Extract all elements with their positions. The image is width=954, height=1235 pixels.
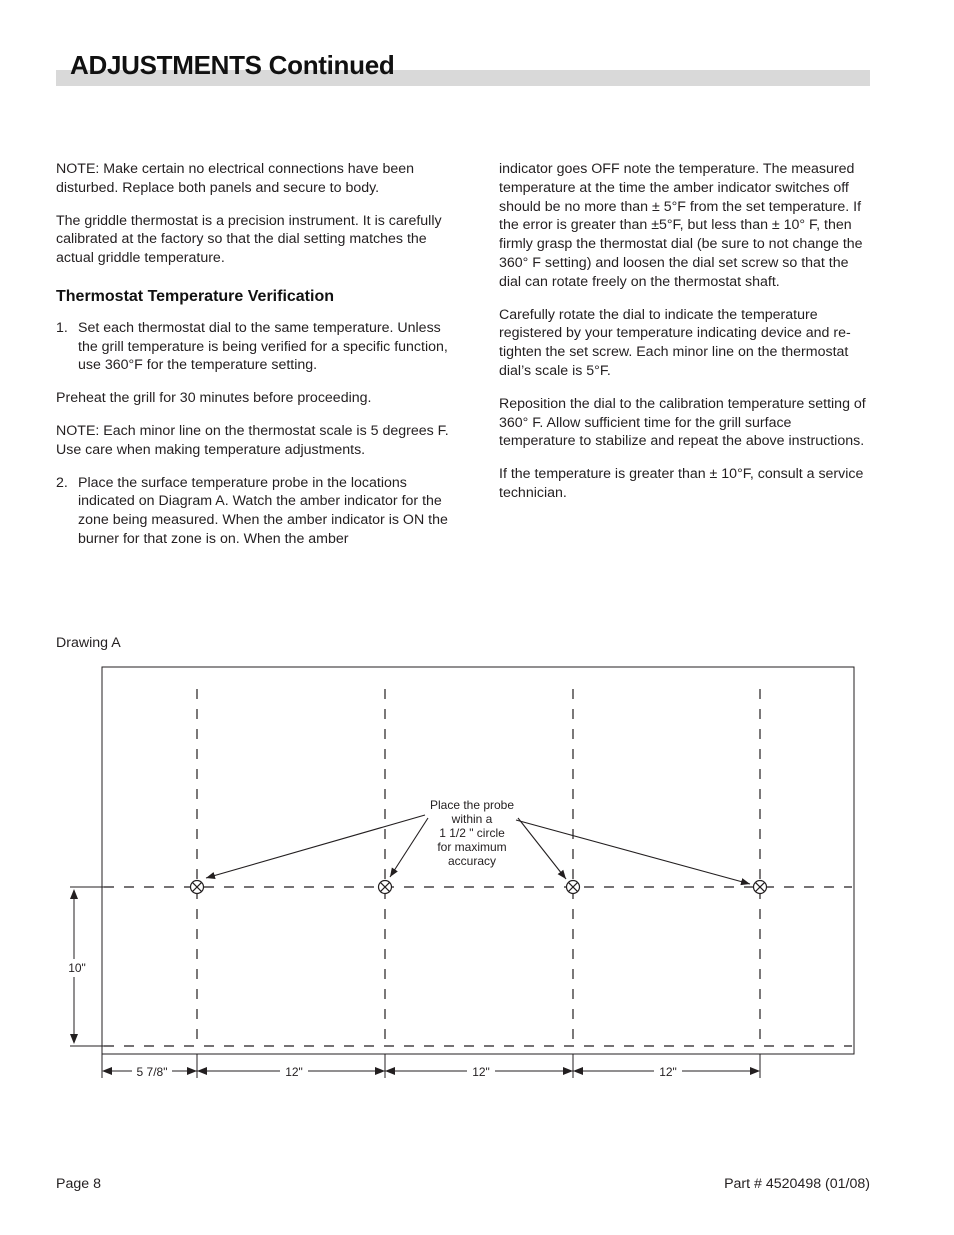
callout-line: for maximum [437, 840, 507, 854]
probe-marker-icon [379, 881, 392, 894]
section-heading: Thermostat Temperature Verification [56, 287, 334, 305]
list-text: Set each thermostat dial to the same temperature. Unless the grill temperature is being verified for a specific function, use 360°F for the temperature setting. [78, 319, 448, 374]
list-text: Place the surface temperature probe in the locations indicated on Diagram A. Watch the amber indicator for the zone being measured. When the amber indicator is ON the burner for that zone is on. When the amber [78, 474, 448, 547]
indicator-paragraph: indicator goes OFF note the temperature. The measured temperature at the time the amber indicator switches off should be no more than ± 5°F from the set temperature. If the error is greater than ±5°F, but less than ± 10° F, then firmly grasp the thermostat dial (be sure to not change the 360° F setting) and loosen the dial set screw so that the dial can rotate freely on the thermostat shaft. [499, 161, 863, 290]
callout-arrow [206, 815, 425, 878]
service-paragraph: If the temperature is greater than ± 10°F, consult a service technician. [499, 466, 864, 501]
part-number: Part # 4520498 (01/08) [724, 1176, 870, 1192]
page-number: Page 8 [56, 1176, 101, 1192]
callout-line: 1 1/2 " circle [439, 826, 505, 840]
page-title: ADJUSTMENTS Continued [70, 50, 395, 80]
probe-marker-icon [191, 881, 204, 894]
vertical-dimension-label: 10" [68, 961, 86, 975]
callout-arrow [390, 818, 428, 877]
list-number: 2. [56, 474, 68, 491]
dimension-label: 12" [659, 1065, 677, 1079]
callout-line: accuracy [447, 854, 497, 868]
reposition-paragraph: Reposition the dial to the calibration temperature setting of 360° F. Allow sufficient time for the grill surface temperature to stabilize and repeat the above instructions. [499, 395, 866, 450]
drawing-label: Drawing A [56, 635, 121, 651]
probe-marker-icon [567, 881, 580, 894]
probe-marker-icon [754, 881, 767, 894]
callout-line: Place the probe [429, 798, 515, 812]
callout-line: within a [451, 812, 493, 826]
dimension-label: 12" [472, 1065, 490, 1079]
dimension-label: 5 7/8" [136, 1065, 168, 1079]
rotate-paragraph: Carefully rotate the dial to indicate the temperature registered by your temperature indicating device and re-tighten the set screw. Each minor line on the thermostat dial’s scale is 5°F. [499, 306, 851, 379]
scale-note-paragraph: NOTE: Each minor line on the thermostat scale is 5 degrees F. Use care when making temperature adjustments. [56, 422, 449, 458]
intro-paragraph: The griddle thermostat is a precision instrument. It is carefully calibrated at the factory so that the dial setting matches the actual griddle temperature. [56, 212, 442, 267]
list-number: 1. [56, 319, 68, 336]
preheat-paragraph: Preheat the grill for 30 minutes before proceeding. [56, 390, 372, 407]
callout-arrow [516, 820, 750, 884]
dimension-label: 12" [285, 1065, 303, 1079]
note-paragraph: NOTE: Make certain no electrical connections have been disturbed. Replace both panels and secure to body. [56, 161, 415, 196]
